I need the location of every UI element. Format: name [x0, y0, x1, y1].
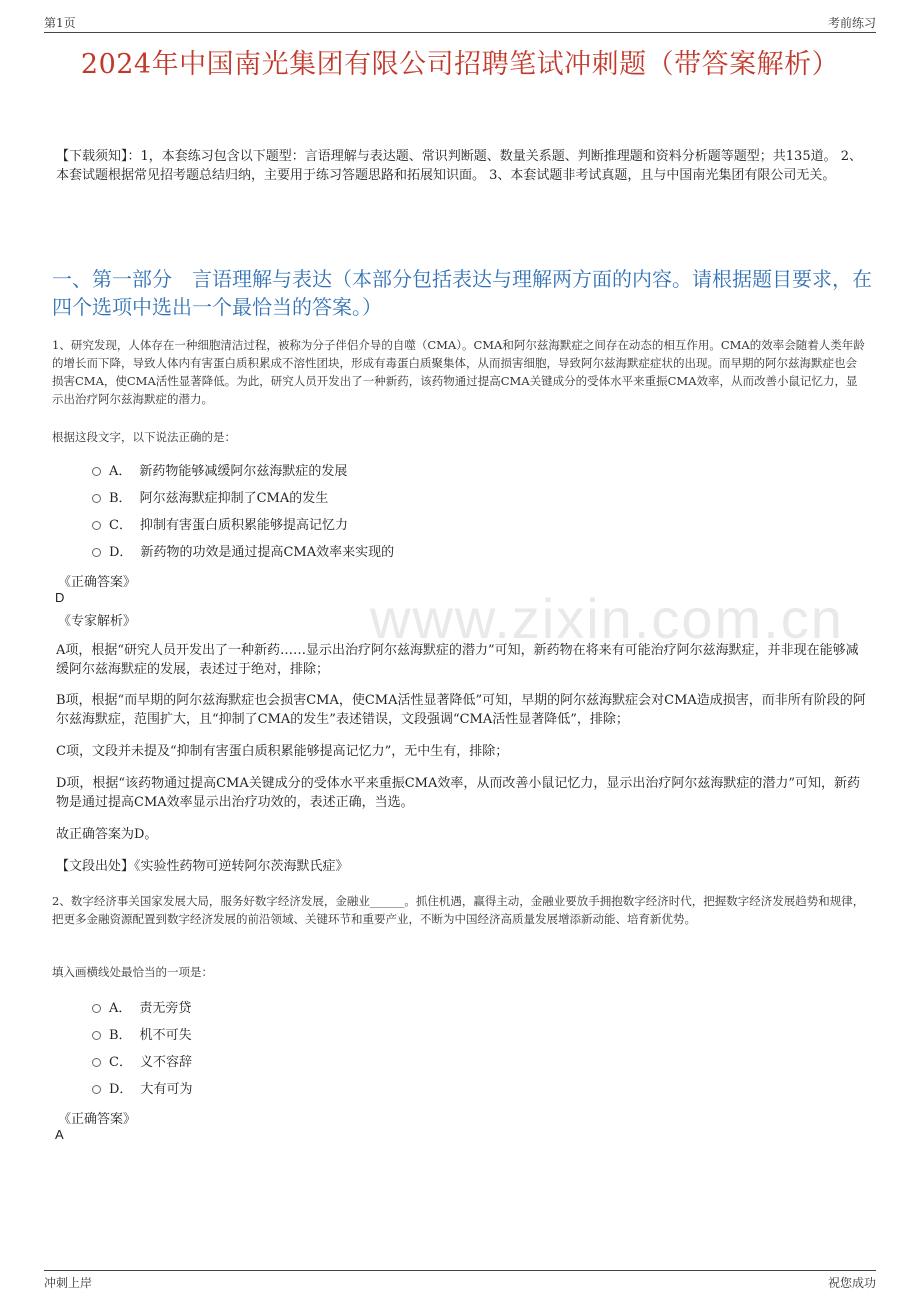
- option-b[interactable]: B． 机不可失: [92, 1020, 192, 1047]
- download-notice: 【下载须知】：1，本套练习包含以下题型：言语理解与表达题、常识判断题、数量关系题、判断推理题和资料分析题等题型；共135道。 2、本套试题根据常见招考题总结归纳，主要用于练习答题思路和拓展知识面。 3、本套试题非考试真题，且与中国南光集团有限公司无关。: [56, 149, 862, 183]
- analysis-label: 《专家解析》: [58, 614, 137, 629]
- question-2-text: 2、数字经济事关国家发展大局，服务好数字经济发展，金融业______。抓住机遇，赢得主动，金融业要放手拥抱数字经济时代，把握数字经济发展趋势和规律，把更多金融资源配置到数字经济发展的前沿领域、关键环节和重要产业，不断为中国经济高质量发展增添新动能、培育新优势。: [52, 894, 865, 926]
- radio-button[interactable]: [92, 1004, 101, 1013]
- radio-button[interactable]: [92, 1031, 101, 1040]
- option-label: 抑制有害蛋白质积累能够提高记忆力: [139, 518, 348, 533]
- analysis-conclusion: 故正确答案为D。: [56, 827, 158, 842]
- analysis-source: 【文段出处】《实验性药物可逆转阿尔茨海默氏症》: [56, 859, 349, 874]
- option-d[interactable]: D． 大有可为: [92, 1074, 192, 1101]
- radio-button[interactable]: [92, 1058, 101, 1067]
- analysis-b: B项，根据“而早期的阿尔兹海默症也会损害CMA，使CMA活性显著降低”可知，早期的阿尔兹海默症会对CMA造成损害，而非所有阶段的阿尔兹海默症，范围扩大，且“抑制了CMA的发生”表述错误，文段强调“CMA活性显著降低”，排除；: [56, 693, 866, 727]
- option-label: 新药物的功效是通过提高CMA效率来实现的: [140, 545, 395, 560]
- option-label: 大有可为: [140, 1082, 193, 1097]
- option-c[interactable]: C． 义不容辞: [92, 1047, 192, 1074]
- page-footer: [44, 1270, 876, 1289]
- section-title: 一、第一部分 言语理解与表达（本部分包括表达与理解两方面的内容。请根据题目要求，在四个选项中选出一个最恰当的答案。）: [52, 267, 872, 319]
- question-1-options: [92, 456, 394, 564]
- page-header: [44, 12, 876, 33]
- question-1-text: 1、研究发现，人体存在一种细胞清洁过程，被称为分子伴侣介导的自噬（CMA）。CMA和阿尔兹海默症之间存在动态的相互作用。CMA的效率会随着人类年龄的增长而下降，导致人体内有害蛋白质积累成不溶性团块，形成有毒蛋白质聚集体，从而损害细胞，导致阿尔兹海默症症状的出现。而早期的阿尔兹海默症也会损害CMA，使CMA活性显著降低。为此，研究人员开发出了一种新药，该药物通过提高CMA关键成分的受体水平来重振CMA效率，从而改善小鼠记忆力，显示出治疗阿尔兹海默症的潜力。: [52, 338, 865, 406]
- option-c[interactable]: C． 抑制有害蛋白质积累能够提高记忆力: [92, 510, 394, 537]
- watermark: www.zixin.com.cn: [370, 587, 844, 650]
- analysis-d: D项，根据“该药物通过提高CMA关键成分的受体水平来重振CMA效率，从而改善小鼠记忆力，显示出治疗阿尔兹海默症的潜力”可知，新药物是通过提高CMA效率显示出治疗功效的，表述正确，当选。: [56, 776, 861, 810]
- option-label: 机不可失: [139, 1028, 192, 1043]
- option-a[interactable]: A． 新药物能够减缓阿尔兹海默症的发展: [92, 456, 394, 483]
- question-2-prompt: 填入画横线处最恰当的一项是：: [52, 965, 213, 979]
- option-label: 新药物能够减缓阿尔兹海默症的发展: [139, 464, 348, 479]
- analysis-c: C项，文段并未提及“抑制有害蛋白质积累能够提高记忆力”，无中生有，排除；: [56, 744, 509, 759]
- option-d[interactable]: D． 新药物的功效是通过提高CMA效率来实现的: [92, 537, 394, 564]
- answer-label: 《正确答案》: [58, 1112, 137, 1127]
- option-label: 义不容辞: [139, 1055, 192, 1070]
- radio-button[interactable]: [92, 521, 101, 530]
- radio-button[interactable]: [92, 548, 101, 557]
- document-title: 2024年中国南光集团有限公司招聘笔试冲刺题（带答案解析）: [80, 49, 840, 80]
- question-1-prompt: 根据这段文字，以下说法正确的是：: [52, 430, 236, 444]
- footer-right: 祝您成功: [827, 1276, 876, 1290]
- question-2-options: [92, 993, 192, 1101]
- analysis-a: A项，根据“研究人员开发出了一种新药……显示出治疗阿尔兹海默症的潜力”可知，新药物在将来有可能治疗阿尔兹海默症，并非现在能够减缓阿尔兹海默症的发展，表述过于绝对，排除；: [56, 643, 859, 677]
- page-number: 第1页: [44, 16, 76, 30]
- option-b[interactable]: B． 阿尔兹海默症抑制了CMA的发生: [92, 483, 394, 510]
- footer-left: 冲刺上岸: [44, 1276, 93, 1290]
- radio-button[interactable]: [92, 494, 101, 503]
- radio-button[interactable]: [92, 1085, 101, 1094]
- option-label: 阿尔兹海默症抑制了CMA的发生: [139, 491, 329, 506]
- option-a[interactable]: A． 责无旁贷: [92, 993, 192, 1020]
- answer-label: 《正确答案》: [58, 575, 137, 590]
- answer-value: D: [55, 590, 65, 605]
- radio-button[interactable]: [92, 467, 101, 476]
- option-label: 责无旁贷: [139, 1001, 192, 1016]
- header-label: 考前练习: [827, 16, 876, 30]
- answer-value: A: [55, 1127, 64, 1142]
